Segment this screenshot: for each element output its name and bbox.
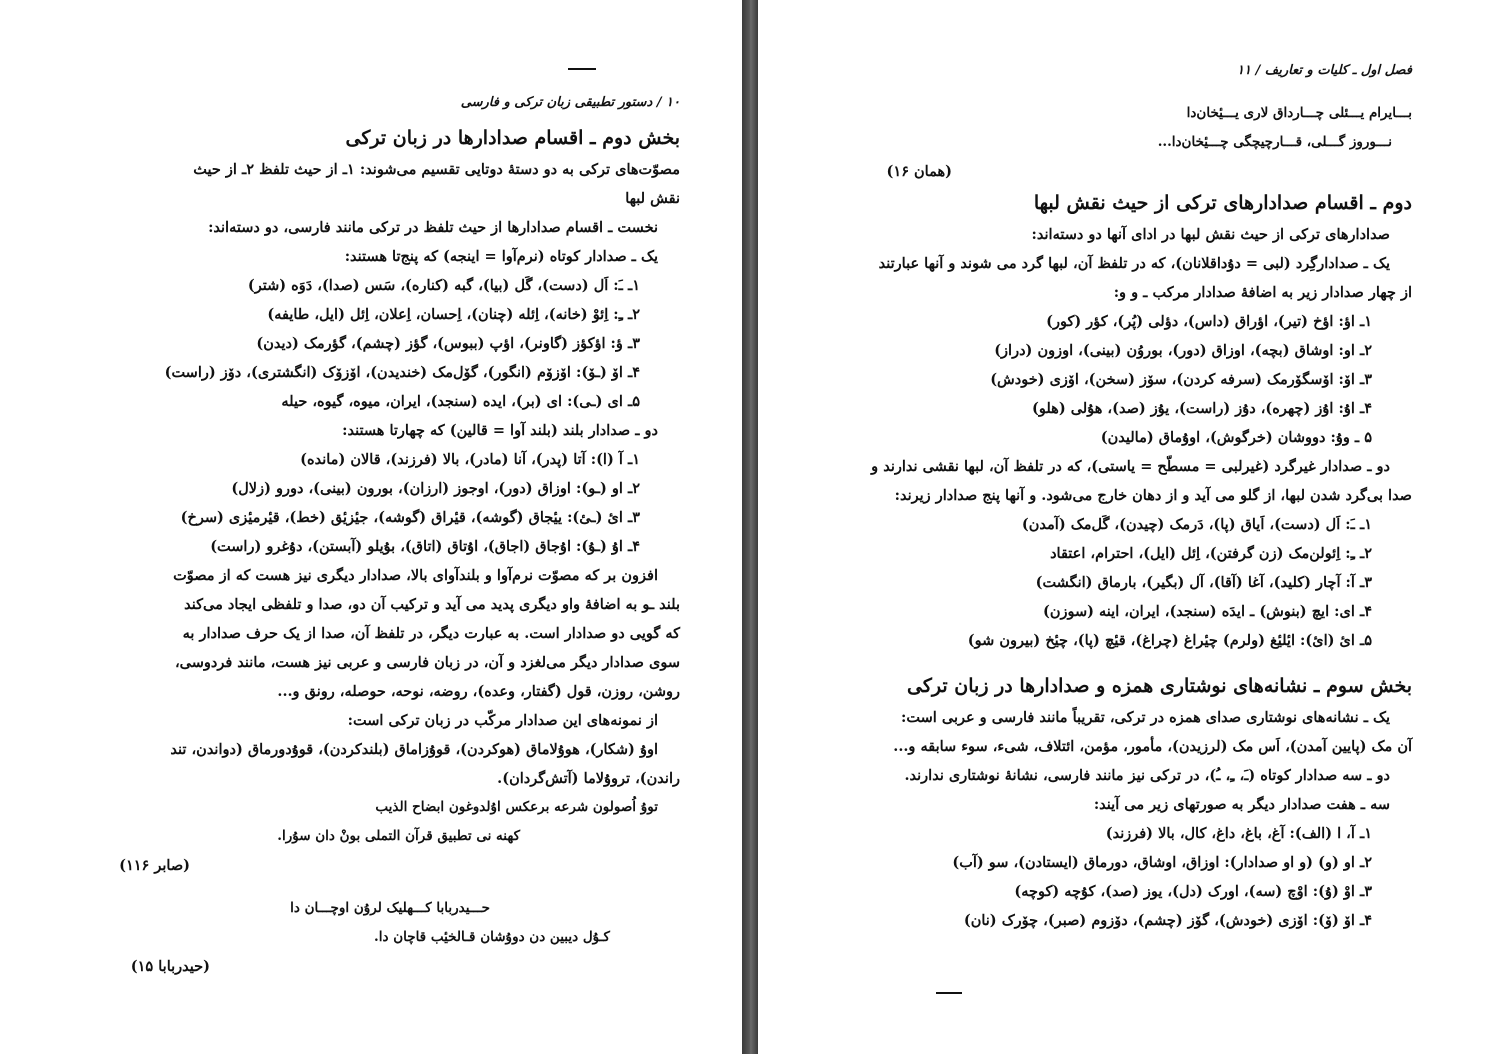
body-line: ۱ـ آ (ا): آتا (پدر)، آنا (مادر)، بالا (فرزند)، قالان (مانده)	[300, 451, 640, 468]
body-line: مصوّت‌های ترکی به دو دستهٔ دوتایی تقسیم می‌شوند: ۱ـ از حیث تلفظ ۲ـ از حیث	[193, 161, 680, 178]
body-line: نقش لبها	[625, 190, 680, 207]
section-title: دوم ـ اقسام صدادارهای ترکی از حیث نقش لبها	[1033, 192, 1412, 214]
body-line: ۴ـ اۆ (ـۆ): اۆزۆم (انگور)، گۆل‌مک (خندیدن)، اۆزۆک (انگشتری)، دۆز (راست)	[164, 364, 640, 381]
citation: (همان ۱۶)	[886, 163, 952, 180]
body-line: ۴ـ اۇ (ـۇ): اۇجاق (اجاق)، اۇتاق (اتاق)، بۇیلو (آبستن)، دۇغرو (راست)	[210, 538, 640, 555]
citation: (حیدربابا ۱۵)	[130, 958, 210, 975]
right-page-text	[852, 56, 1412, 935]
body-line: ۲ـ او (ـو): اوزاق (دور)، اوجوز (ارزان)، بورون (بینی)، دورو (زلال)	[231, 480, 640, 497]
right-page	[758, 0, 1500, 1054]
body-line: صدادارهای ترکی از حیث نقش لبها در ادای آنها دو دسته‌اند:	[1031, 226, 1390, 243]
body-line: یک ـ صدادار کوتاه (نرم‌آوا = اینجه) که پنج‌تا هستند:	[344, 248, 658, 265]
body-line: ۳ـ آ: آچار (کلید)، آغا (آقا)، آل (بگیر)، بارماق (انگشت)	[1035, 574, 1372, 591]
body-line: دو ـ سه صدادار کوتاه (ـَ، ـِ، ـُ)، در ترکی نیز مانند فارسی، نشانهٔ نوشتاری ندارند.	[904, 767, 1390, 784]
body-line: نخست ـ اقسام صدادارها از حیث تلفظ در ترکی مانند فارسی، دو دسته‌اند:	[208, 219, 658, 236]
body-line: ۳ـ ؤ: اؤکؤز (گاونر)، اؤپ (ببوس)، گؤز (چشم)، گؤرمک (دیدن)	[256, 335, 640, 352]
poem-line: حـــیدربابا کـــهلیک لرۇن اوچـــان دا	[290, 900, 490, 916]
body-line: ۵ ـ وۇ: دووشان (خرگوش)، اوۇماق (مالیدن)	[1100, 429, 1372, 446]
page-header: فصل اول ـ کلیات و تعاریف / ۱۱	[1237, 63, 1412, 78]
body-line: ۵ـ ایٔ (ایٔ): ایٔلیٔغ (ولرم) چیٔراغ (چراغ)، قیٔچ (پا)، چیٔخ (بیرون شو)	[967, 632, 1372, 649]
body-line: ۱ـ ـَ: اَل (دست)، اَیاق (پا)، دَرمک (چیدن)، گَل‌مک (آمدن)	[1021, 516, 1372, 533]
poem-line: توۇ اُصولون شرعه برعکس اۇلدوغون ابضاح الذیب	[375, 799, 658, 815]
body-line: دو ـ صدادار غیرگرد (غیرلبی = مسطّح = یاستی)، که در تلفظ آن، لبها نقشی ندارند و	[871, 458, 1390, 475]
body-line: سوی صدادار دیگر می‌لغزد و آن، در زبان فارسی و عربی نیز هست، مانند فردوسی،	[174, 654, 680, 671]
body-line: ۲ـ ـِ: اِئوْ (خانه)، اِئله (چنان)، اِحسان، اِعلان، اِئل (ایل، طایفه)	[267, 306, 640, 323]
body-line: افزون بر که مصوّت نرم‌آوا و بلندآوای بالا، صدادار دیگری نیز هست که از مصوّت	[173, 567, 658, 584]
body-line: ۳ـ اۆ: اۆسگۆرمک (سرفه کردن)، سۆز (سخن)، اۆزی (خودش)	[990, 371, 1372, 388]
body-line: یک ـ نشانه‌های نوشتاری صدای همزه در ترکی، تقریباً مانند فارسی و عربی است:	[901, 709, 1390, 726]
bottom-rule-mark	[936, 992, 962, 994]
body-line: ۵ـ ای (ـی): ای (بر)، ایده (سنجد)، ایران، میوه، گیوه، حیله	[281, 393, 640, 410]
body-line: ۱ـ اؤ: اؤخ (تیر)، اؤراق (داس)، دؤلی (پُر)، کؤر (کور)	[1046, 313, 1372, 330]
body-line: آن مک (پایین آمدن)، اَس مک (لرزیدن)، مأمور، مؤمن، ائتلاف، شیء، سوء سابقه و...	[893, 738, 1412, 755]
body-line: ۴ـ ای: ایچ (بنوش) ـ ایدَه (سنجد)، ایران، اینه (سوزن)	[1042, 603, 1372, 620]
section-title: بخش سوم ـ نشانه‌های نوشتاری همزه و صدادارها در زبان ترکی	[907, 675, 1412, 697]
body-line: ۱ـ آ، ا (الف): آغ، باغ، داغ، کال، بالا (فرزند)	[1105, 825, 1372, 842]
body-line: ۴ـ اۆ (ۆ): اۆزی (خودش)، گۆز (چشم)، دۆزوم (صبر)، چۆرک (نان)	[963, 912, 1372, 929]
body-line: بلند ـو به اضافهٔ واو دیگری پدید می آید و ترکیب آن دو، صدا و تلفظی ایجاد می‌کند	[184, 596, 680, 613]
top-rule-mark	[568, 68, 596, 70]
body-line: ۲ـ او: اوشاق (بچه)، اوزاق (دور)، بوروُن (بینی)، اوزون (دراز)	[994, 342, 1372, 359]
left-page-text	[80, 88, 680, 981]
citation: (صابر ۱۱۶)	[119, 857, 190, 874]
body-line: دو ـ صدادار بلند (بلند آوا = قالین) که چهارتا هستند:	[342, 422, 658, 439]
body-line: ۱ـ ـَ: اَل (دست)، گَل (بیا)، گبه (کناره)، سَس (صدا)، دَوَه (شتر)	[247, 277, 640, 294]
book-gutter	[742, 0, 758, 1054]
body-line: سه ـ هفت صدادار دیگر به صورتهای زیر می آیند:	[1093, 796, 1390, 813]
body-line: از چهار صدادار زیر به اضافهٔ صدادار مرکب ـ و و:	[1113, 284, 1412, 301]
body-line: صدا بی‌گرد شدن لبها، از گلو می آید و از دهان خارج می‌شود. و آنها پنج صدادار زیرند:	[894, 487, 1412, 504]
spacer	[852, 655, 1412, 669]
poem-line: کهنه نی تطبیق قرآن التملی بونْ دان سۇرا.	[277, 828, 520, 844]
body-line: از نمونه‌های این صدادار مرکّب در زبان ترکی است:	[347, 712, 658, 729]
body-line: ۳ـ اوْ (ۇ): اوْچ (سه)، اورک (دل)، یوز (صد)، کۇچه (کوچه)	[1014, 883, 1372, 900]
body-line: ۴ـ اۇ: اۇز (چهره)، دۇز (راست)، یۇز (صد)، هۇلی (هلو)	[1032, 400, 1372, 417]
poem-line: نـــوروز گـــلی، قـــارچیچگی چـــیٔخان‌دا...	[1157, 134, 1392, 150]
poem-line: بـــایرام یـــئلی چـــارداق لاری یـــیٔخان‌دا	[1186, 105, 1412, 121]
body-line: راندن)، تروۇلاما (آتش‌گردان).	[497, 770, 680, 787]
body-line: ۳ـ ایٔ (ـیٔ): ییٔجاق (گوشه)، قیٔراق (گوشه)، جیٔزیٔق (خط)، قیٔرمیٔزی (سرخ)	[180, 509, 640, 526]
body-line: یک ـ صدادارگِرد (لبی = دۇداقلانان)، که در تلفظ آن، لبها گرد می شوند و آنها عبارتند	[878, 255, 1390, 272]
spacer	[80, 880, 680, 894]
poem-line: کـۇل دیبین دن دوۇشان قـالخیٔب قاچان دا.	[374, 929, 610, 945]
body-line: ۲ـ او (و) (و او صدادار): اوزاق، اوشاق، دورماق (ایستادن)، سو (آب)	[952, 854, 1372, 871]
section-title: بخش دوم ـ اقسام صدادارها در زبان ترکی	[345, 127, 680, 149]
spacer	[852, 85, 1412, 99]
body-line: ۲ـ ـِ: اِئولن‌مک (زن گرفتن)، اِئل (ایل)، احترام، اعتقاد	[1050, 545, 1372, 562]
body-line: اوۇ (شکار)، هوۇلاماق (هوکردن)، قوۇزاماق (بلندکردن)، قوۇدورماق (دواندن، تند	[170, 741, 658, 758]
left-page	[0, 0, 742, 1054]
body-line: که گویی دو صدادار است. به عبارت دیگر، در تلفظ آن، صدا از یک حرف صدادار به	[182, 625, 680, 642]
page-header: ۱۰ / دستور تطبیقی زبان ترکی و فارسی	[460, 95, 680, 110]
body-line: روشن، روزن، قول (گفتار، وعده)، روضه، نوحه، حوصله، رونق و...	[277, 683, 680, 700]
